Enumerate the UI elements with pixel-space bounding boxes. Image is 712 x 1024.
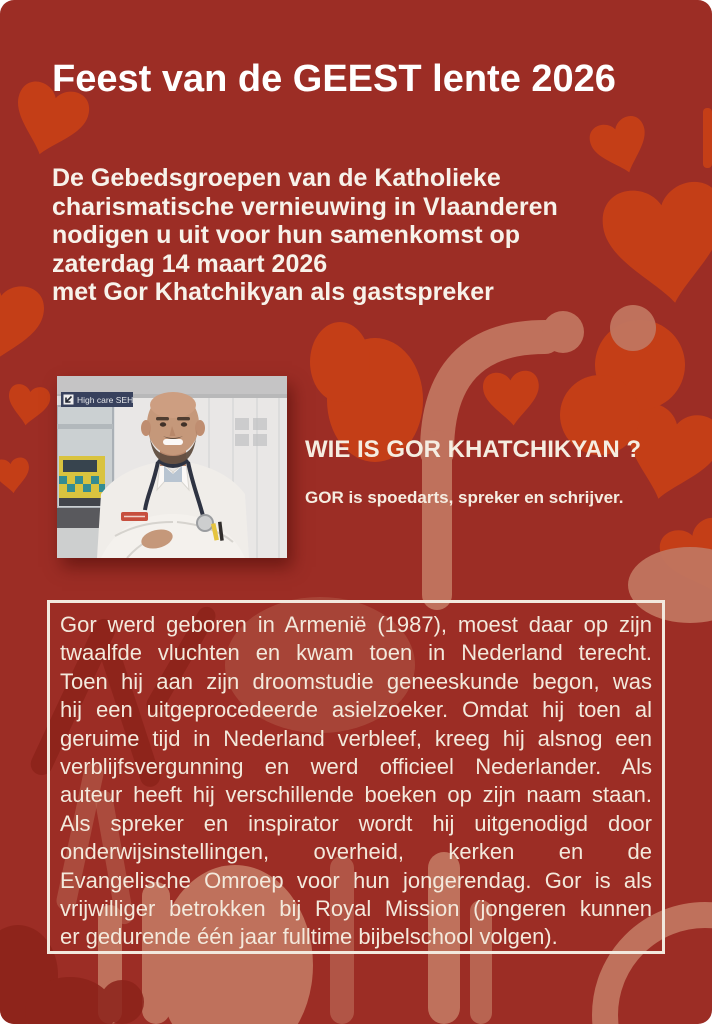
bio-line: Gor werd geboren in Armenië (1987), moest daar op zijn bbox=[60, 612, 652, 637]
bio-line: onderwijsinstellingen, overheid, kerken en de bbox=[60, 839, 652, 865]
intro-line: charismatische vernieuwing in Vlaanderen bbox=[52, 192, 558, 221]
gor-photo bbox=[57, 376, 287, 558]
bio-line: geruime tijd in Nederland verbleef, kreeg hij alsnog een bbox=[60, 725, 652, 751]
bio-line: Als spreker en inspirator wordt hij uitgenodigd door bbox=[60, 810, 652, 836]
bio-line: auteur heeft hij verschillende boeken op zijn naam staan. bbox=[60, 782, 652, 808]
bio-line: verblijfsvergunning en werd officieel Nederlander. Als bbox=[60, 754, 652, 780]
bio-line: Toen hij aan zijn droomstudie geneeskunde begon, was bbox=[60, 668, 652, 694]
bio-line: twaalfde vluchten en kwam toen in Nederland terecht. bbox=[60, 640, 652, 666]
sign-label: High care SEH bbox=[77, 395, 134, 405]
bio-line: Evangelische Omroep voor hun jongerendag. Gor is als bbox=[60, 867, 652, 893]
intro-line: De Gebedsgroepen van de Katholieke bbox=[52, 164, 501, 192]
bio-line: vrijwilliger betrokken bij Royal Mission (jongeren kunnen bbox=[60, 896, 652, 922]
intro-text bbox=[52, 164, 558, 307]
intro-line: zaterdag 14 maart 2026 bbox=[52, 249, 328, 278]
who-subheading: GOR is spoedarts, spreker en schrijver. bbox=[305, 488, 624, 507]
intro-line: met Gor Khatchikyan als gastspreker bbox=[52, 278, 494, 306]
who-heading: WIE IS GOR KHATCHIKYAN ? bbox=[305, 436, 642, 463]
bio-line: er gedurende één jaar fulltime bijbelschool volgen). bbox=[60, 924, 558, 950]
intro-line: nodigen u uit voor hun samenkomst op bbox=[52, 221, 521, 249]
flyer-title: Feest van de GEEST lente 2026 bbox=[52, 58, 616, 100]
bio-line: hij een uitgeprocedeerde asielzoeker. Omdat hij toen al bbox=[60, 697, 652, 723]
bio-box bbox=[47, 600, 665, 954]
